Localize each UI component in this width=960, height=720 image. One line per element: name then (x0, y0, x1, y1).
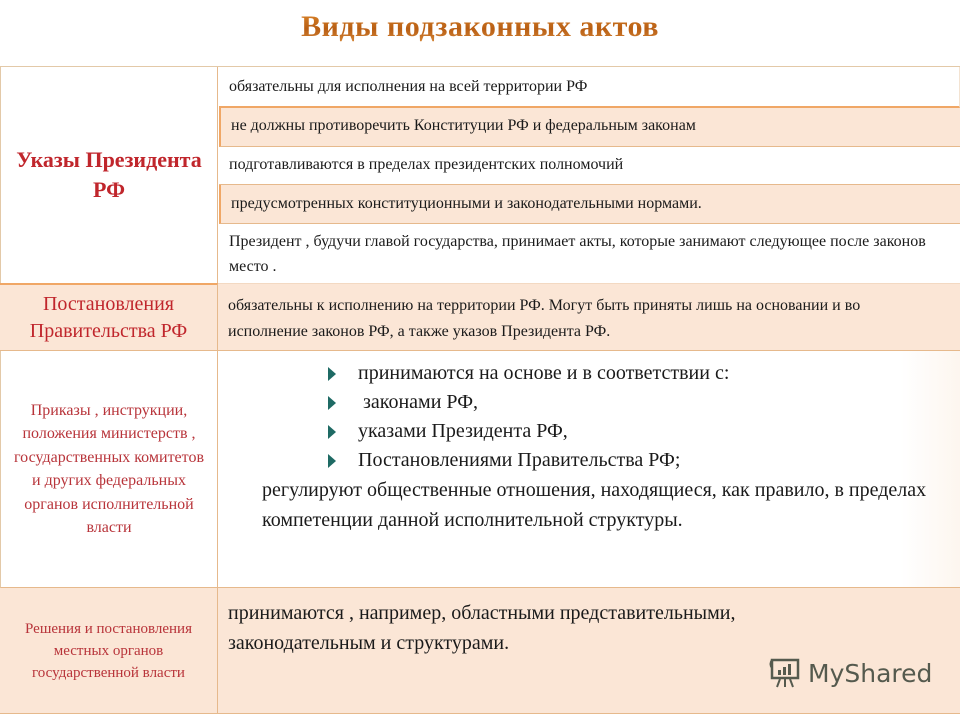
triangle-bullet-icon (328, 367, 336, 381)
row-label-decrees: Указы Президента РФ (0, 67, 218, 283)
decrees-item-5: Президент , будучи главой государства, принимает акты, которые занимают следующее после законов место . (219, 224, 960, 283)
row-label-local: Решения и постановления местных органов государственной власти (0, 588, 218, 714)
decrees-item-2: не должны противоречить Конституции РФ и федеральным законам (219, 108, 960, 147)
decrees-item-4: предусмотренных конституционными и законодательными нормами. (219, 185, 960, 224)
presentation-chart-icon (768, 656, 802, 690)
row-label-government: Постановления Правительства РФ (0, 283, 218, 351)
bullet-item: принимаются на основе и в соответствии с: (328, 359, 960, 388)
ministries-description: регулируют общественные отношения, находящиеся, как правило, в пределах компетенции данной исполнительной структуры. (262, 479, 927, 531)
decrees-item-3: подготавливаются в пределах президентских полномочий (219, 147, 960, 185)
decrees-item-1: обязательны для исполнения на всей территории РФ (219, 67, 960, 108)
bullet-item: законами РФ, (328, 388, 960, 417)
government-text: обязательны к исполнению на территории РФ. Могут быть приняты лишь на основании и во исполнение законов РФ, а также указов Президента РФ. (218, 283, 960, 351)
local-text: принимаются , например, областными представительными, законодательным и структурами. (218, 588, 960, 714)
triangle-bullet-icon (328, 396, 336, 410)
bullet-item: указами Президента РФ, (328, 417, 960, 446)
triangle-bullet-icon (328, 425, 336, 439)
row-label-ministries: Приказы , инструкции, положения министерств , государственных комитетов и других федеральных органов исполнительной власти (0, 351, 218, 588)
bullet-item: Постановлениями Правительства РФ; (328, 446, 960, 475)
myshared-watermark: MyShared (768, 656, 932, 690)
ministries-bullet-list (328, 359, 960, 475)
triangle-bullet-icon (328, 454, 336, 468)
page-title: Виды подзаконных актов (0, 10, 960, 44)
ministries-content (218, 351, 960, 588)
